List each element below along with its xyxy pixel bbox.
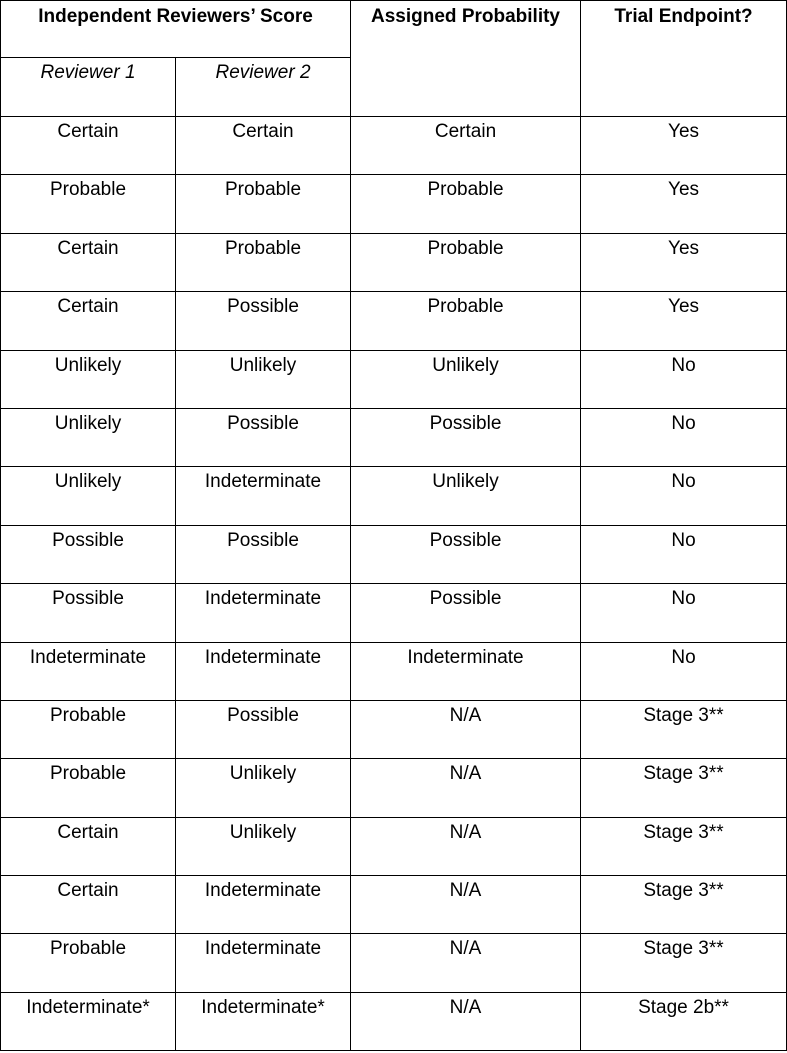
reviewer-2-cell: Indeterminate — [176, 467, 351, 525]
assigned-probability-cell: Possible — [351, 584, 581, 642]
header-assigned-probability: Assigned Probability — [351, 1, 581, 117]
reviewer-1-cell: Probable — [1, 175, 176, 233]
table-row — [1, 992, 787, 1050]
assigned-probability-cell: Unlikely — [351, 467, 581, 525]
reviewer-2-cell: Possible — [176, 700, 351, 758]
header-trial-endpoint: Trial Endpoint? — [581, 1, 787, 117]
table-row — [1, 350, 787, 408]
assigned-probability-cell: Probable — [351, 233, 581, 291]
header-row — [1, 1, 787, 58]
reviewer-2-cell: Indeterminate — [176, 934, 351, 992]
reviewer-2-cell: Unlikely — [176, 759, 351, 817]
assigned-probability-cell: Unlikely — [351, 350, 581, 408]
reviewer-1-cell: Certain — [1, 233, 176, 291]
table-row — [1, 700, 787, 758]
table-row — [1, 233, 787, 291]
trial-endpoint-cell: Stage 3** — [581, 700, 787, 758]
reviewer-1-cell: Possible — [1, 525, 176, 583]
reviewer-2-cell: Indeterminate* — [176, 992, 351, 1050]
reviewer-1-cell: Unlikely — [1, 408, 176, 466]
trial-endpoint-cell: No — [581, 350, 787, 408]
trial-endpoint-cell: Yes — [581, 233, 787, 291]
reviewer-2-cell: Possible — [176, 525, 351, 583]
reviewer-2-cell: Indeterminate — [176, 876, 351, 934]
table-body — [1, 117, 787, 1051]
reviewer-1-cell: Certain — [1, 292, 176, 350]
reviewer-1-cell: Certain — [1, 876, 176, 934]
reviewer-1-cell: Probable — [1, 759, 176, 817]
reviewer-1-cell: Certain — [1, 117, 176, 175]
trial-endpoint-cell: Stage 2b** — [581, 992, 787, 1050]
trial-endpoint-cell: Stage 3** — [581, 934, 787, 992]
assigned-probability-cell: N/A — [351, 992, 581, 1050]
assigned-probability-cell: N/A — [351, 876, 581, 934]
reviewer-1-cell: Unlikely — [1, 467, 176, 525]
reviewer-2-cell: Indeterminate — [176, 642, 351, 700]
table-row — [1, 934, 787, 992]
trial-endpoint-cell: No — [581, 408, 787, 466]
table-row — [1, 525, 787, 583]
table-row — [1, 817, 787, 875]
subheader-reviewer-2: Reviewer 2 — [176, 58, 351, 117]
reviewer-1-cell: Indeterminate* — [1, 992, 176, 1050]
assigned-probability-cell: Indeterminate — [351, 642, 581, 700]
trial-endpoint-cell: Yes — [581, 175, 787, 233]
assigned-probability-cell: N/A — [351, 700, 581, 758]
reviewer-2-cell: Indeterminate — [176, 584, 351, 642]
table-row — [1, 467, 787, 525]
assigned-probability-cell: N/A — [351, 817, 581, 875]
assigned-probability-cell: N/A — [351, 934, 581, 992]
trial-endpoint-cell: Yes — [581, 292, 787, 350]
trial-endpoint-cell: No — [581, 467, 787, 525]
trial-endpoint-cell: Stage 3** — [581, 759, 787, 817]
assigned-probability-cell: Probable — [351, 175, 581, 233]
reviewer-2-cell: Possible — [176, 408, 351, 466]
trial-endpoint-cell: No — [581, 584, 787, 642]
reviewer-2-cell: Probable — [176, 233, 351, 291]
assigned-probability-cell: Possible — [351, 408, 581, 466]
table-row — [1, 117, 787, 175]
reviewer-2-cell: Probable — [176, 175, 351, 233]
assigned-probability-cell: Certain — [351, 117, 581, 175]
table-row — [1, 759, 787, 817]
reviewer-2-cell: Certain — [176, 117, 351, 175]
reviewer-1-cell: Probable — [1, 934, 176, 992]
reviewer-2-cell: Possible — [176, 292, 351, 350]
trial-endpoint-cell: Stage 3** — [581, 876, 787, 934]
header-reviewers-score: Independent Reviewers’ Score — [1, 1, 351, 58]
subheader-reviewer-1: Reviewer 1 — [1, 58, 176, 117]
table-row — [1, 876, 787, 934]
table-row — [1, 292, 787, 350]
table-row — [1, 175, 787, 233]
trial-endpoint-cell: Stage 3** — [581, 817, 787, 875]
table-row — [1, 408, 787, 466]
trial-endpoint-cell: No — [581, 525, 787, 583]
assigned-probability-cell: N/A — [351, 759, 581, 817]
reviewer-1-cell: Possible — [1, 584, 176, 642]
reviewer-2-cell: Unlikely — [176, 817, 351, 875]
reviewer-1-cell: Indeterminate — [1, 642, 176, 700]
trial-endpoint-cell: Yes — [581, 117, 787, 175]
reviewer-1-cell: Probable — [1, 700, 176, 758]
reviewer-1-cell: Unlikely — [1, 350, 176, 408]
assigned-probability-cell: Probable — [351, 292, 581, 350]
table-row — [1, 584, 787, 642]
trial-endpoint-cell: No — [581, 642, 787, 700]
reviewer-1-cell: Certain — [1, 817, 176, 875]
table-row — [1, 642, 787, 700]
assigned-probability-cell: Possible — [351, 525, 581, 583]
reviewer-2-cell: Unlikely — [176, 350, 351, 408]
